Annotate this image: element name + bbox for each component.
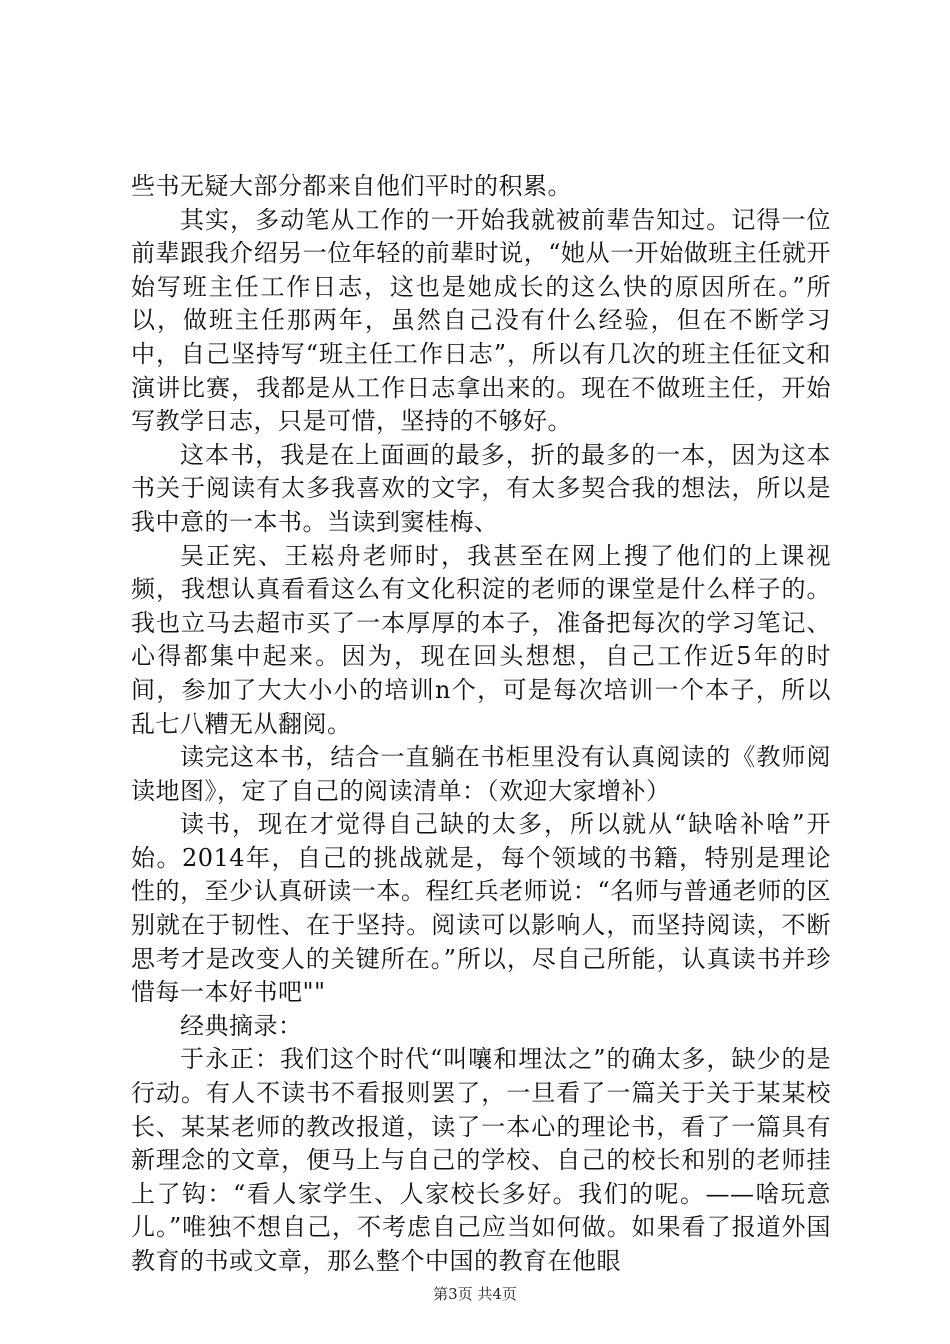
paragraph-7: 经典摘录： [180,1011,303,1040]
paragraph-3: 这本书，我是在上面画的最多，折的最多的一本，因为这本书关于阅读有太多我喜欢的文字，有太多契合我的想法，所以是我中意的一本书。当读到窦桂梅、 [131,440,831,536]
paragraph-8: 于永正：我们这个时代“叫嚷和埋汰之”的确太多，缺少的是行动。有人不读书不看报则罢了，一旦看了一篇关于关于某某校长、某某老师的教改报道，读了一本心的理论书，看了一篇具有新理念的文章，便马上与自己的学校、自己的校长和别的老师挂上了钩：“看人家学生、人家校长多好。我们的呢。——啥玩意儿。”唯独不想自己，不考虑自己应当如何做。如果看了报道外国教育的书或文章，那么整个中国的教育在他眼 [131,1045,831,1275]
paragraph-5: 读完这本书，结合一直躺在书柜里没有认真阅读的《教师阅读地图》，定了自己的阅读清单：（欢迎大家增补） [131,743,831,805]
paragraph-2: 其实，多动笔从工作的一开始我就被前辈告知过。记得一位前辈跟我介绍另一位年轻的前辈时说，“她从一开始做班主任就开始写班主任工作日志，这也是她成长的这么快的原因所在。”所以，做班主任那两年，虽然自己没有什么经验，但在不断学习中，自己坚持写“班主任工作日志”，所以有几次的班主任征文和演讲比赛，我都是从工作日志拿出来的。现在不做班主任，开始写教学日志，只是可惜，坚持的不够好。 [131,205,831,436]
page-number-footer: 第3页 共4页 [433,1285,517,1303]
paragraph-4: 吴正宪、王崧舟老师时，我甚至在网上搜了他们的上课视频，我想认真看看这么有文化积淀的老师的课堂是什么样子的。我也立马去超市买了一本厚厚的本子，准备把每次的学习笔记、心得都集中起来。因为，现在回头想想，自己工作近5年的时间，参加了大大小小的培训n个，可是每次培训一个本子，所以乱七八糟无从翻阅。 [131,541,831,738]
paragraph-1: 些书无疑大部分都来自他们平时的积累。 [131,172,572,200]
document-body [131,170,831,1279]
paragraph-6: 读书，现在才觉得自己缺的太多，所以就从“缺啥补啥”开始。2014年，自己的挑战就是，每个领域的书籍，特别是理论性的，至少认真研读一本。程红兵老师说：“名师与普通老师的区别就在于韧性、在于坚持。阅读可以影响人，而坚持阅读，不断思考才是改变人的关键所在。”所以，尽自己所能，认真读书并珍惜每一本好书吧"" [131,810,831,1007]
